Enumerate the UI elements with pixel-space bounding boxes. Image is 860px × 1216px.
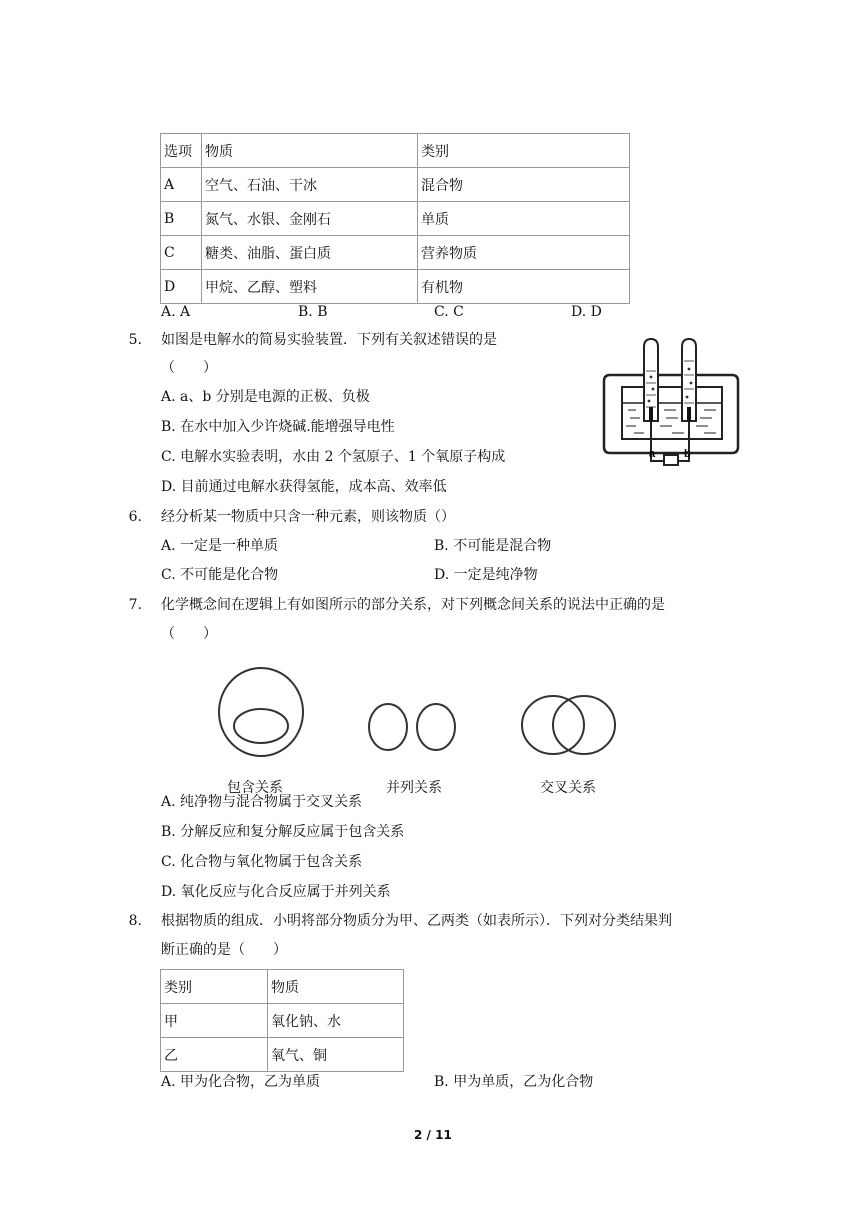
left-ellipse xyxy=(369,704,407,750)
option-d: D. 氧化反应与化合反应属于并列关系 xyxy=(161,884,391,900)
inner-ellipse xyxy=(234,709,288,743)
intersection-label: 交叉关系 xyxy=(540,780,596,796)
table-cell: 类别 xyxy=(161,970,268,1004)
option-d: D. 目前通过电解水获得氢能，成本高、效率低 xyxy=(161,479,447,495)
table-row xyxy=(161,1038,404,1072)
option-a: A. 一定是一种单质 xyxy=(161,538,279,554)
table-header-row xyxy=(161,134,630,168)
parallel-label: 并列关系 xyxy=(386,780,442,796)
table-cell: B xyxy=(161,202,202,236)
table-row xyxy=(161,236,630,270)
table-row xyxy=(161,168,630,202)
table-cell: 氧化钠、水 xyxy=(268,1004,404,1038)
table-cell: 空气、石油、干冰 xyxy=(202,168,418,202)
answer-blank: （ ） xyxy=(161,626,217,642)
answer-blank: （ ） xyxy=(161,360,217,376)
table-cell: 糖类、油脂、蛋白质 xyxy=(202,236,418,270)
table-cell: 营养物质 xyxy=(418,236,630,270)
question-number: 5. xyxy=(128,332,142,348)
q4-option-c: C. C xyxy=(434,304,464,320)
q4-option-d: D. D xyxy=(571,304,602,320)
q4-option-b: B. B xyxy=(298,304,328,320)
option-c: C. 不可能是化合物 xyxy=(161,567,279,583)
table-cell: 氮气、水银、金刚石 xyxy=(202,202,418,236)
option-a: A. 甲为化合物，乙为单质 xyxy=(161,1074,321,1090)
page-indicator: 2 / 11 xyxy=(414,1128,452,1142)
table-cell: 有机物 xyxy=(418,270,630,304)
table-cell: 类别 xyxy=(418,134,630,168)
question-number: 8. xyxy=(128,913,142,929)
option-b: B. 在水中加入少许烧碱.能增强导电性 xyxy=(161,419,395,435)
table-cell: 选项 xyxy=(161,134,202,168)
label-a: a xyxy=(649,448,656,460)
table-header-row xyxy=(161,970,404,1004)
label-b: b xyxy=(684,448,691,460)
table-cell: 物质 xyxy=(202,134,418,168)
concept-relationship-diagram xyxy=(200,665,640,775)
table-cell: C xyxy=(161,236,202,270)
table-cell: 乙 xyxy=(161,1038,268,1072)
table-cell: A xyxy=(161,168,202,202)
question-stem-line1: 根据物质的组成．小明将部分物质分为甲、乙两类（如表所示）．下列对分类结果判 xyxy=(161,913,672,929)
inclusion-label: 包含关系 xyxy=(227,780,283,796)
table-cell: 物质 xyxy=(268,970,404,1004)
right-ellipse xyxy=(417,704,455,750)
option-c: C. 化合物与氧化物属于包含关系 xyxy=(161,854,363,870)
table-cell: 氧气、铜 xyxy=(268,1038,404,1072)
option-b: B. 不可能是混合物 xyxy=(434,538,552,554)
question-stem-line2: 断正确的是（ ） xyxy=(161,942,287,958)
question-stem: 如图是电解水的简易实验装置．下列有关叙述错误的是 xyxy=(161,332,497,348)
question-number: 7. xyxy=(128,597,142,613)
table-cell: 混合物 xyxy=(418,168,630,202)
option-a: A. a、b 分别是电源的正极、负极 xyxy=(161,389,370,405)
question-number: 6. xyxy=(128,509,142,525)
option-b: B. 甲为单质，乙为化合物 xyxy=(434,1074,594,1090)
option-a: A. 纯净物与混合物属于交叉关系 xyxy=(161,794,363,810)
question-stem: 经分析某一物质中只含一种元素，则该物质（） xyxy=(161,509,455,525)
table-cell: 甲 xyxy=(161,1004,268,1038)
table-row xyxy=(161,270,630,304)
option-c: C. 电解水实验表明，水由 2 个氢原子、1 个氧原子构成 xyxy=(161,449,506,465)
question-stem: 化学概念间在逻辑上有如图所示的部分关系，对下列概念间关系的说法中正确的是 xyxy=(161,597,665,613)
table-row xyxy=(161,202,630,236)
option-b: B. 分解反应和复分解反应属于包含关系 xyxy=(161,824,405,840)
category-table xyxy=(160,133,630,304)
classification-table xyxy=(160,969,404,1072)
table-cell: 甲烷、乙醇、塑料 xyxy=(202,270,418,304)
table-row xyxy=(161,1004,404,1038)
q4-option-a: A. A xyxy=(161,304,191,320)
table-cell: 单质 xyxy=(418,202,630,236)
electrolysis-apparatus-figure xyxy=(600,335,742,467)
option-d: D. 一定是纯净物 xyxy=(434,567,538,583)
table-cell: D xyxy=(161,270,202,304)
